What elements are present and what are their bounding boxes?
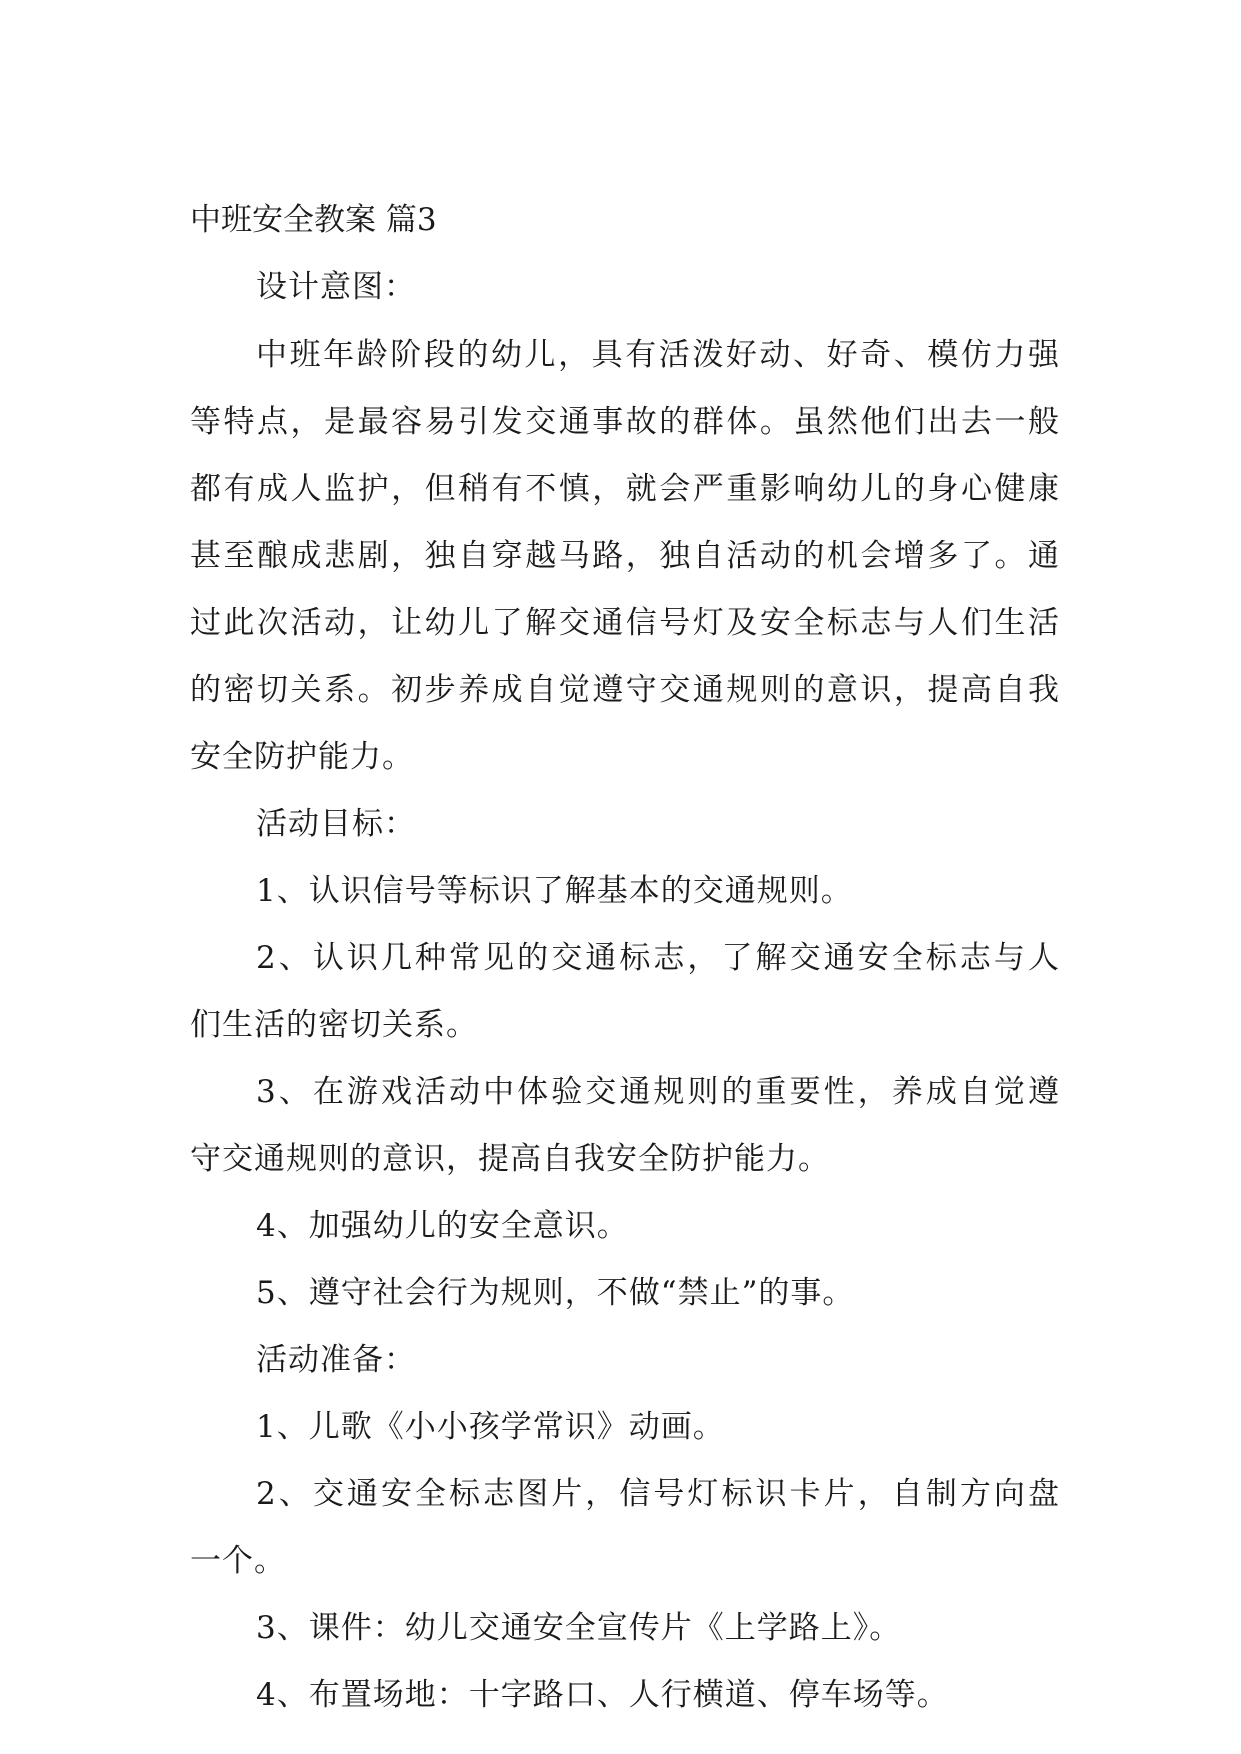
paragraph-line: 的密切关系。初步养成自觉遵守交通规则的意识，提高自我 [190, 672, 1060, 708]
list-item-continuation: 守交通规则的意识，提高自我安全防护能力。 [190, 1141, 830, 1177]
section-heading-design-intent: 设计意图： [256, 269, 416, 305]
list-item: 2、认识几种常见的交通标志，了解交通安全标志与人 [256, 940, 1060, 976]
document-title: 中班安全教案 篇3 [190, 202, 437, 238]
list-item: 4、加强幼儿的安全意识。 [256, 1208, 629, 1244]
list-item: 1、儿歌《小小孩学常识》动画。 [256, 1409, 725, 1445]
list-item: 3、在游戏活动中体验交通规则的重要性，养成自觉遵 [256, 1074, 1060, 1110]
section-heading-preparation: 活动准备： [256, 1342, 416, 1378]
list-item: 1、认识信号等标识了解基本的交通规则。 [256, 873, 853, 909]
list-item-continuation: 一个。 [190, 1543, 286, 1579]
list-item-continuation: 们生活的密切关系。 [190, 1007, 478, 1043]
paragraph-line: 甚至酿成悲剧，独自穿越马路，独自活动的机会增多了。通 [190, 538, 1060, 574]
list-item: 4、布置场地：十字路口、人行横道、停车场等。 [256, 1677, 949, 1713]
section-heading-goals: 活动目标： [256, 806, 416, 842]
list-item: 5、遵守社会行为规则，不做“禁止”的事。 [256, 1275, 855, 1311]
paragraph-line: 都有成人监护，但稍有不慎，就会严重影响幼儿的身心健康 [190, 471, 1060, 507]
list-item: 3、课件：幼儿交通安全宣传片《上学路上》。 [256, 1610, 902, 1646]
paragraph-line: 过此次活动，让幼儿了解交通信号灯及安全标志与人们生活 [190, 605, 1060, 641]
paragraph-line: 等特点，是最容易引发交通事故的群体。虽然他们出去一般 [190, 404, 1060, 440]
list-item: 2、交通安全标志图片，信号灯标识卡片，自制方向盘 [256, 1476, 1060, 1512]
paragraph-line: 中班年龄阶段的幼儿，具有活泼好动、好奇、模仿力强 [256, 337, 1060, 373]
paragraph-line: 安全防护能力。 [190, 739, 414, 775]
